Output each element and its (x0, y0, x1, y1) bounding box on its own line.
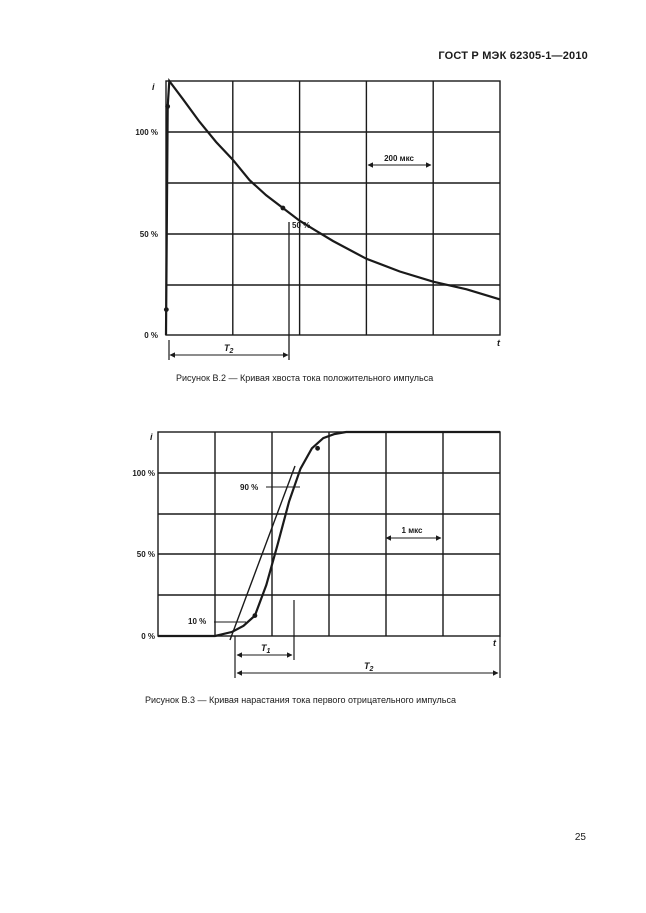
figure-b2-point-10 (164, 307, 169, 312)
figure-b3-scale-label: 1 мкс (401, 526, 423, 535)
figure-b2 (135, 81, 501, 360)
figure-b2-tick-50: 50 % (139, 230, 158, 239)
figure-b2-point-90 (165, 104, 170, 109)
figure-b2-tick-100: 100 % (135, 128, 158, 137)
figure-b3-rise-line (230, 466, 295, 640)
figure-b2-grid (166, 81, 500, 335)
figure-b2-x-axis-label: t (497, 338, 500, 348)
figure-b2-point-50 (281, 206, 286, 211)
figure-b3-point-90 (315, 446, 320, 451)
figure-b3-x-axis-label: t (493, 638, 496, 648)
figure-b3 (132, 432, 500, 678)
figure-b3-point-10 (253, 613, 258, 618)
figure-b3-t2-label: $T_2$ (364, 661, 374, 673)
figure-b3-90-label: 90 % (240, 483, 259, 492)
figure-b2-t2-label: $T_2$ (224, 343, 234, 355)
document-header: ГОСТ Р МЭК 62305-1—2010 (438, 50, 588, 62)
figure-b3-tick-100: 100 % (132, 469, 155, 478)
figure-b3-y-axis-label: i (150, 432, 153, 442)
figure-b3-10-label: 10 % (188, 617, 207, 626)
figure-b2-tick-0: 0 % (144, 331, 158, 340)
page-number: 25 (574, 832, 586, 843)
figure-b3-t1-label: $T_1$ (261, 643, 271, 655)
figure-b3-tick-0: 0 % (141, 632, 155, 641)
figure-b2-curve (166, 81, 500, 335)
figure-b3-grid (158, 432, 500, 636)
figure-b2-y-axis-label: i (152, 82, 155, 92)
figure-b3-tick-50: 50 % (136, 550, 155, 559)
figure-b3-caption: Рисунок В.3 — Кривая нарастания тока первого отрицательного импульса (145, 695, 456, 705)
figure-b2-50-label: 50 % (292, 221, 311, 230)
figure-b2-caption: Рисунок В.2 — Кривая хвоста тока положительного импульса (176, 373, 434, 383)
figure-b2-scale-label: 200 мкс (384, 154, 414, 163)
